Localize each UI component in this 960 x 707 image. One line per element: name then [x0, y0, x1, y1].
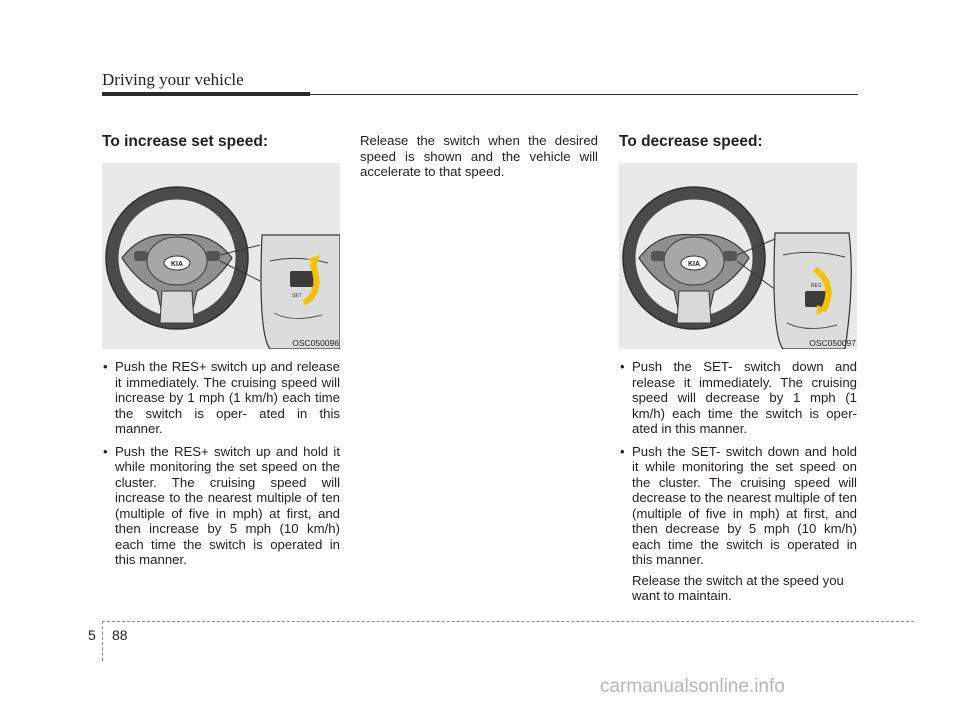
footer-divider: [102, 621, 103, 661]
kia-logo: KIA: [687, 261, 701, 268]
page-header-title: Driving your vehicle: [102, 70, 244, 89]
bullet-list-decrease: [619, 359, 857, 568]
switch-label-set: SET: [292, 293, 302, 299]
kia-logo: KIA: [170, 261, 184, 268]
bullet-list-increase: [102, 359, 340, 568]
switch-label-res: RES: [811, 283, 822, 289]
section-number: 5: [88, 627, 96, 643]
steering-wheel-figure-increase: [102, 163, 340, 349]
figure-code: OSC050097: [809, 338, 856, 348]
release-note: Release the switch at the speed you want to maintain.: [632, 572, 844, 603]
figure-code: OSC050096: [292, 338, 339, 348]
column-increase-speed: [102, 133, 340, 575]
steering-wheel-illustration: [102, 163, 340, 349]
list-item: • Push the SET- switch down and release it immediately. The cruising speed will decrease by 1 mph (1 km/h) each time the switch is oper- ated in this manner.: [620, 359, 857, 436]
release-paragraph: Release the switch when the desired speed is shown and the vehicle will accelerate to that speed.: [360, 133, 598, 179]
list-item: • Push the RES+ switch up and hold it while monitoring the set speed on the cluster. The cruising speed will increase to the nearest multiple of ten (multiple of five in mph) at first, and then increase by 5 mph (10 km/h) each time the switch is operated in this manner.: [103, 443, 340, 567]
steering-wheel-illustration: [619, 163, 857, 349]
header-rule: [310, 94, 858, 95]
footer-rule: [102, 621, 914, 622]
column-release: [360, 133, 598, 180]
steering-wheel-figure-decrease: [619, 163, 857, 349]
header-bar: [102, 92, 310, 96]
list-item: • Push the SET- switch down and hold it while monitoring the set speed on the cluster. The cruising speed will decrease to the nearest multiple of ten (multiple of five in mph) at first, and then decrease by 5 mph (10 km/h) each time the switch is operated in this manner.: [620, 443, 857, 567]
section-heading-decrease: To decrease speed:: [619, 133, 763, 150]
watermark-text: carmanualsonline.info: [600, 676, 785, 697]
page-number: 88: [112, 627, 128, 643]
list-item: • Push the RES+ switch up and release it immediately. The cruising speed will increase by 1 mph (1 km/h) each time the switch is oper- ated in this manner.: [103, 359, 340, 436]
section-heading-increase: To increase set speed:: [102, 133, 268, 150]
column-decrease-speed: [619, 133, 857, 604]
